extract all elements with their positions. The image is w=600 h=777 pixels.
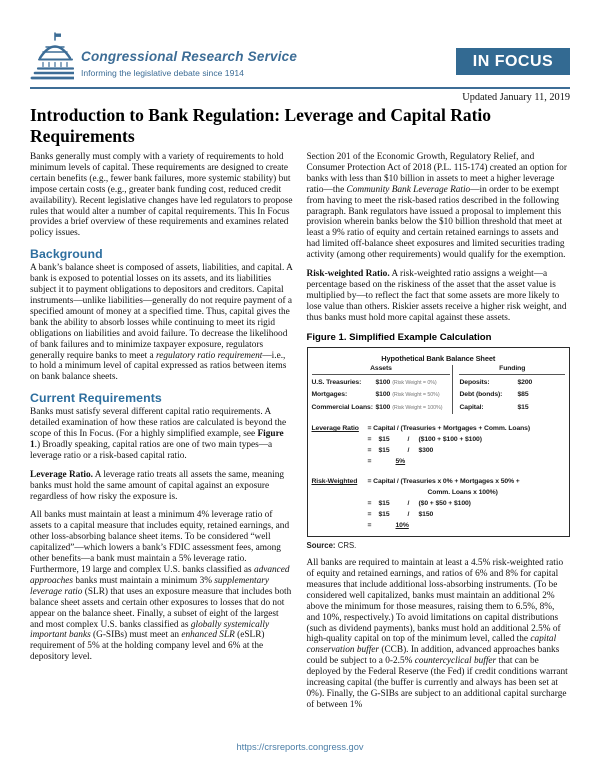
org-name: Congressional Research Service bbox=[81, 49, 298, 64]
in-focus-badge: IN FOCUS bbox=[456, 48, 570, 75]
risk-weighted-result: 10% bbox=[395, 522, 409, 530]
right-column bbox=[307, 152, 571, 719]
figure-title: Figure 1. Simplified Example Calculation bbox=[306, 331, 492, 343]
figure-box bbox=[307, 347, 571, 538]
funding-value: $85 bbox=[517, 391, 529, 399]
funding-label: Deposits: bbox=[459, 378, 490, 386]
equation-line: = Capital / (Treasuries x 0% + Mortgages x 50% + bbox=[367, 478, 520, 486]
asset-value: $100 bbox=[375, 403, 391, 411]
leverage-ratio-equation: Leverage Ratio = Capital / (Treasuries + Mortgages + Comm. Loans) = $15 / ($100 + $100 + $100) = $15 / $300 = 5% bbox=[312, 423, 566, 467]
funding-header: Funding bbox=[459, 365, 565, 375]
header-divider bbox=[30, 87, 570, 89]
body-columns bbox=[30, 152, 570, 719]
asset-label: U.S. Treasuries: bbox=[311, 378, 362, 386]
left-column bbox=[30, 152, 294, 719]
funding-column bbox=[453, 365, 565, 415]
updated-date: Updated January 11, 2019 bbox=[462, 92, 570, 103]
table-row bbox=[459, 389, 565, 402]
asset-value: $100 bbox=[375, 391, 391, 399]
funding-value: $15 bbox=[517, 403, 529, 411]
figure-source: Source: CRS. bbox=[306, 541, 357, 551]
asset-label: Commercial Loans: bbox=[311, 403, 373, 411]
section-heading-current-requirements: Current Requirements bbox=[30, 391, 162, 406]
capitol-dome-icon bbox=[30, 32, 74, 87]
risk-weighted-equation: Risk-Weighted = Capital / (Treasuries x 0% + Mortgages x 50% + Comm. Loans x 100%) = $15 / ($0 + $50 + $100) = $15 / $150 = 10% bbox=[312, 476, 566, 531]
equation-label: Leverage Ratio bbox=[311, 425, 359, 433]
table-row bbox=[312, 389, 451, 402]
asset-value: $100 bbox=[375, 378, 391, 386]
equation-label: Risk-Weighted bbox=[311, 478, 358, 486]
asset-risk-weight: (Risk Weight = 50%) bbox=[392, 392, 440, 399]
paragraph-requirements: Banks must satisfy several different capital ratio requirements. A detailed examination of how these ratios are calculated is beyond the scope of this In Focus. (For a highly simplified example, see Figure 1.) Broadly speaking, capital ratios are one of two main types—a leverage ratio or a risk-based capital ratio. bbox=[30, 407, 287, 461]
page-title: Introduction to Bank Regulation: Leverage and Capital Ratio Requirements bbox=[30, 105, 492, 146]
balance-sheet-title: Hypothetical Bank Balance Sheet bbox=[381, 353, 496, 363]
asset-label: Mortgages: bbox=[311, 391, 348, 399]
funding-label: Capital: bbox=[459, 403, 484, 411]
page-footer bbox=[0, 742, 600, 752]
balance-sheet bbox=[312, 365, 566, 415]
assets-column bbox=[312, 365, 454, 415]
paragraph-leverage-ratio: Leverage Ratio. A leverage ratio treats all assets the same, meaning banks must hold the same amount of capital against an exposure regardless of how risky the exposure is. bbox=[30, 469, 285, 502]
crs-reports-link[interactable]: https://crsreports.congress.gov bbox=[236, 742, 364, 752]
table-row bbox=[312, 377, 451, 390]
paragraph-risk-detail: All banks are required to maintain at least a 4.5% risk-weighted ratio of equity and retained earnings, and ratios of 6% and 8% for capital measures that include additional loss-absorbing instruments. (To be considered well capitalized, banks must maintain an additional 2% above the minimum for those measures, raising them to 6.5%, 8%, and 10%, respectively.) To avoid limitations on capital distributions (such as dividend payments), banks must hold an additional 2.5% of high-quality capital on top of the minimum level, called the capital conservation buffer (CCB). In addition, advanced approaches banks could be subject to a 0-2.5% countercyclical buffer that can be deployed by the Federal Reserve (the Fed) if credit conditions warrant increasing capital (the buffer is currently and always has been set at 0%). Finally, the G-SIBs are subject to an additional capital surcharge of between 1% bbox=[306, 558, 568, 710]
funding-value: $200 bbox=[517, 378, 533, 386]
section-heading-background: Background bbox=[30, 247, 103, 262]
table-row bbox=[459, 402, 565, 415]
funding-label: Debt (bonds): bbox=[459, 391, 503, 399]
paragraph-leverage-detail: All banks must maintain at least a minimum 4% leverage ratio of assets to a capital measure that includes equity, retained earnings, and other loss-absorbing balance sheet items. To be considered “well capitalized”—which lowers a bank’s FDIC assessment fees, among other benefits—a bank must maintain a 5% leverage ratio. Furthermore, 19 large and complex U.S. banks classified as advanced approaches banks must maintain a minimum 3% supplementary leverage ratio (SLR) that uses an exposure measure that includes both balance sheet assets and certain other exposures to losses that do not appear on the balance sheet. Finally, a subset of eight of the largest and most complex U.S. banks classified as globally systemically important banks (G-SIBs) must meet an enhanced SLR (eSLR) requirement of 5% at the holding company level and 6% at the depository level. bbox=[30, 510, 292, 663]
paragraph-risk-weighted: Risk-weighted Ratio. A risk-weighted ratio assigns a weight—a percentage based on the riskiness of the asset that the asset value is multiplied by—to reflect the fact that some assets are more likely to lose value than others. Riskier assets receive a higher risk weight, and thus banks must hold more capital against these assets. bbox=[306, 269, 567, 323]
paragraph-background: A bank’s balance sheet is composed of assets, liabilities, and capital. A bank is exposed to potential losses on its assets, and its liabilities subject it to payment obligations to depositors and creditors. Capital instruments—unlike liabilities—generally do not require payment of a specified amount of money at a specified time. Thus, capital gives the bank the ability to absorb losses while continuing to meet its rigid obligations on liabilities and avoid failure. To decrease the likelihood of bank failures and to minimize taxpayer exposure, regulators generally require banks to meet a regulatory ratio requirement—i.e., to hold a minimum level of capital expressed as ratios between items on bank balance sheets. bbox=[30, 263, 293, 383]
asset-risk-weight: (Risk Weight = 100%) bbox=[392, 404, 443, 411]
org-tagline: Informing the legislative debate since 1914 bbox=[81, 68, 244, 78]
assets-header: Assets bbox=[312, 365, 451, 375]
table-row bbox=[312, 402, 451, 415]
table-row bbox=[459, 377, 565, 390]
asset-risk-weight: (Risk Weight = 0%) bbox=[392, 379, 437, 386]
equation-line-continued: Comm. Loans x 100%) bbox=[427, 489, 498, 497]
leverage-result: 5% bbox=[395, 458, 406, 466]
paragraph-section-201: Section 201 of the Economic Growth, Regulatory Relief, and Consumer Protection Act of 2018 (P.L. 115-174) created an option for banks with less than $10 billion in assets to meet a higher leverage ratio—the Community Bank Leverage Ratio—in order to be exempt from having to meet the risk-based ratios described in the following paragraph. Bank regulators have issued a proposal to implement this provision wherein banks below the $10 billion threshold that meet at least a 9% ratio of equity and certain retained earnings to assets and had limited off-balance sheet exposures and limited securities trading activity (among other requirements) would qualify for the exemption. bbox=[306, 152, 567, 261]
brand-text bbox=[81, 32, 297, 78]
equation-line: = Capital / (Treasuries + Mortgages + Comm. Loans) bbox=[367, 425, 531, 433]
document-header bbox=[30, 32, 570, 84]
paragraph-intro: Banks generally must comply with a variety of requirements to hold minimum levels of capital. These requirements are designed to create certain benefits (e.g., fewer bank failures, more systemic stability) but impose certain costs (e.g., greater bank funding cost, reduced credit availability). Recent legislative changes have led regulators to propose rules that would alter a number of capital requirements. This In Focus provides a brief overview of these requirements and examines related policy issues. bbox=[30, 152, 293, 239]
